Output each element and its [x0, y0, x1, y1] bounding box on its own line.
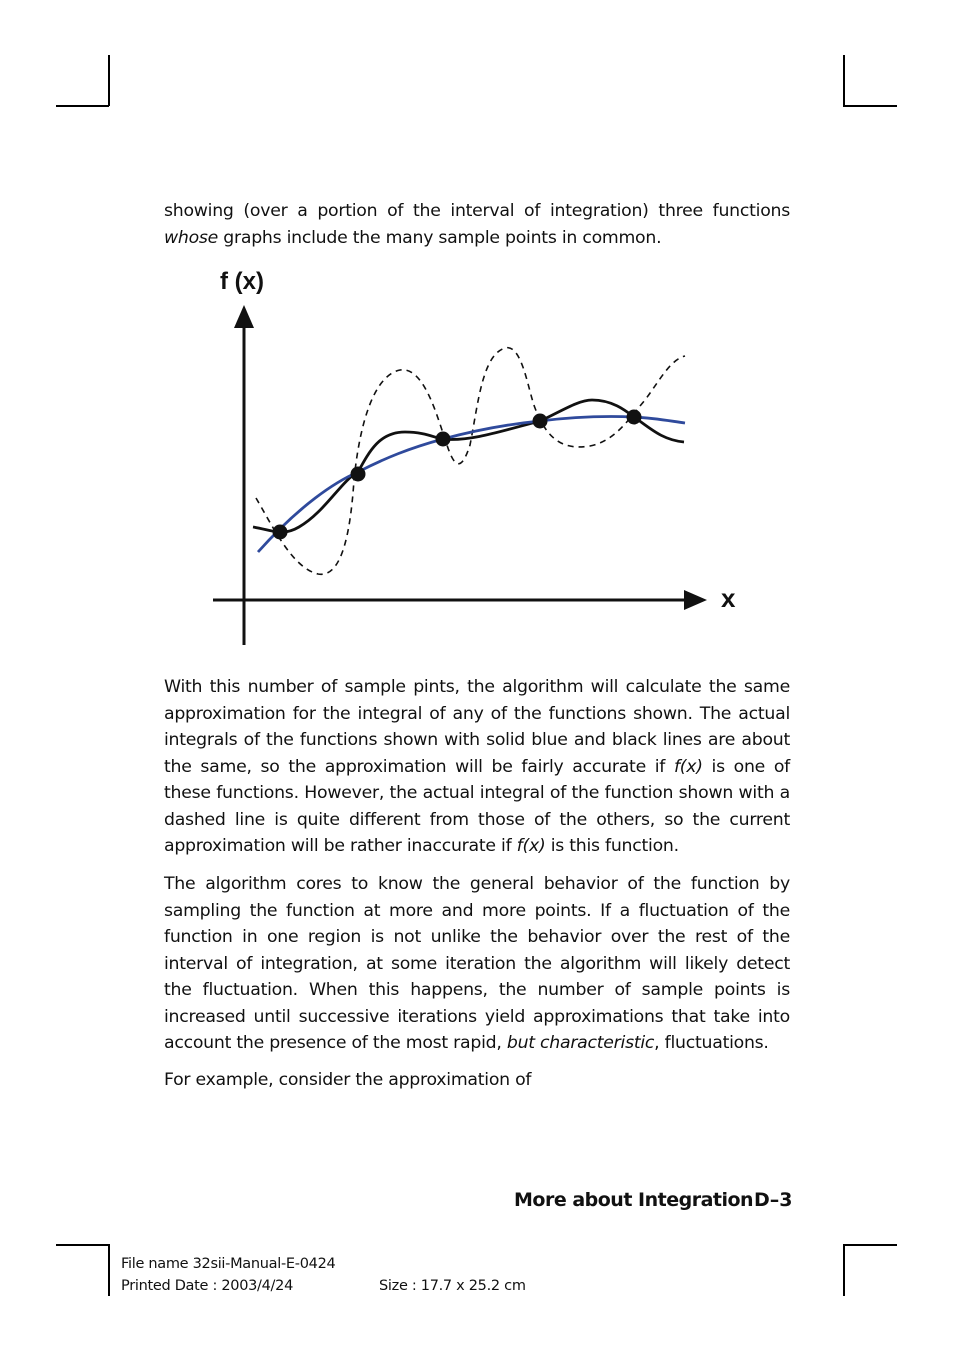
paragraph-algorithm-behavior	[164, 871, 790, 1057]
printed-date: Printed Date : 2003/4/24	[121, 1278, 293, 1294]
file-name: File name 32sii-Manual-E-0424	[121, 1256, 336, 1272]
intro-italic: whose	[164, 227, 219, 248]
sample-point-4	[533, 414, 548, 429]
intro-text-1: showing (over a portion of the interval of integration) three functions	[164, 201, 790, 221]
para1-text-b: is one of these functions. However, the actual integral of the function shown with a dashed line is quite different from those of the others, so the current approximation will be rather inaccurate if	[164, 756, 790, 856]
y-axis-arrowhead	[234, 305, 254, 328]
sample-point-3	[436, 432, 451, 447]
para3-text: For example, consider the approximation of	[164, 1070, 532, 1090]
crop-mark-bottom-left-horizontal	[56, 1244, 109, 1246]
x-axis-label: x	[721, 583, 736, 613]
para2-text-b: , fluctuations.	[654, 1033, 769, 1053]
crop-mark-bottom-right-horizontal	[843, 1244, 897, 1246]
black-function-curve	[253, 400, 684, 532]
crop-mark-bottom-right-vertical	[843, 1244, 845, 1296]
para1-text-c: is this function.	[545, 836, 679, 856]
intro-text-2: graphs include the many sample points in common.	[218, 227, 662, 248]
footer-page-number: D–3	[754, 1189, 793, 1211]
paragraph-sample-points	[164, 674, 790, 860]
x-axis-arrowhead	[684, 590, 707, 610]
sample-point-2	[351, 467, 366, 482]
para2-italic: but characteristic	[506, 1033, 655, 1053]
para1-fx-1: f(x)	[673, 756, 703, 777]
sample-point-5	[627, 410, 642, 425]
dashed-function-curve	[256, 348, 685, 575]
paragraph-example	[164, 1067, 790, 1094]
sample-point-1	[273, 525, 288, 540]
para1-fx-2: f(x)	[516, 836, 546, 856]
crop-mark-bottom-left-vertical	[108, 1244, 110, 1296]
para1-text-a: With this number of sample pints, the algorithm will calculate the same approximation for the integral of any of the functions shown. The actual integrals of the functions shown with solid blue and black lines are about the same, so the approximation will be fairly accurate if	[164, 677, 790, 777]
footer-section-title: More about Integration	[514, 1189, 754, 1211]
para2-text-a: The algorithm cores to know the general behavior of the function by sampling the function at more and more points. If a fluctuation of the function in one region is not unlike the behavior over the rest of the interval of integration, at some iteration the algorithm will likely detect the fluctuation. When this happens, the number of sample points is increased until successive iterations yield approximations that take into account the presence of the most rapid,	[164, 874, 790, 1053]
page-size: Size : 17.7 x 25.2 cm	[379, 1278, 526, 1294]
y-axis-label: f (x)	[220, 268, 264, 295]
